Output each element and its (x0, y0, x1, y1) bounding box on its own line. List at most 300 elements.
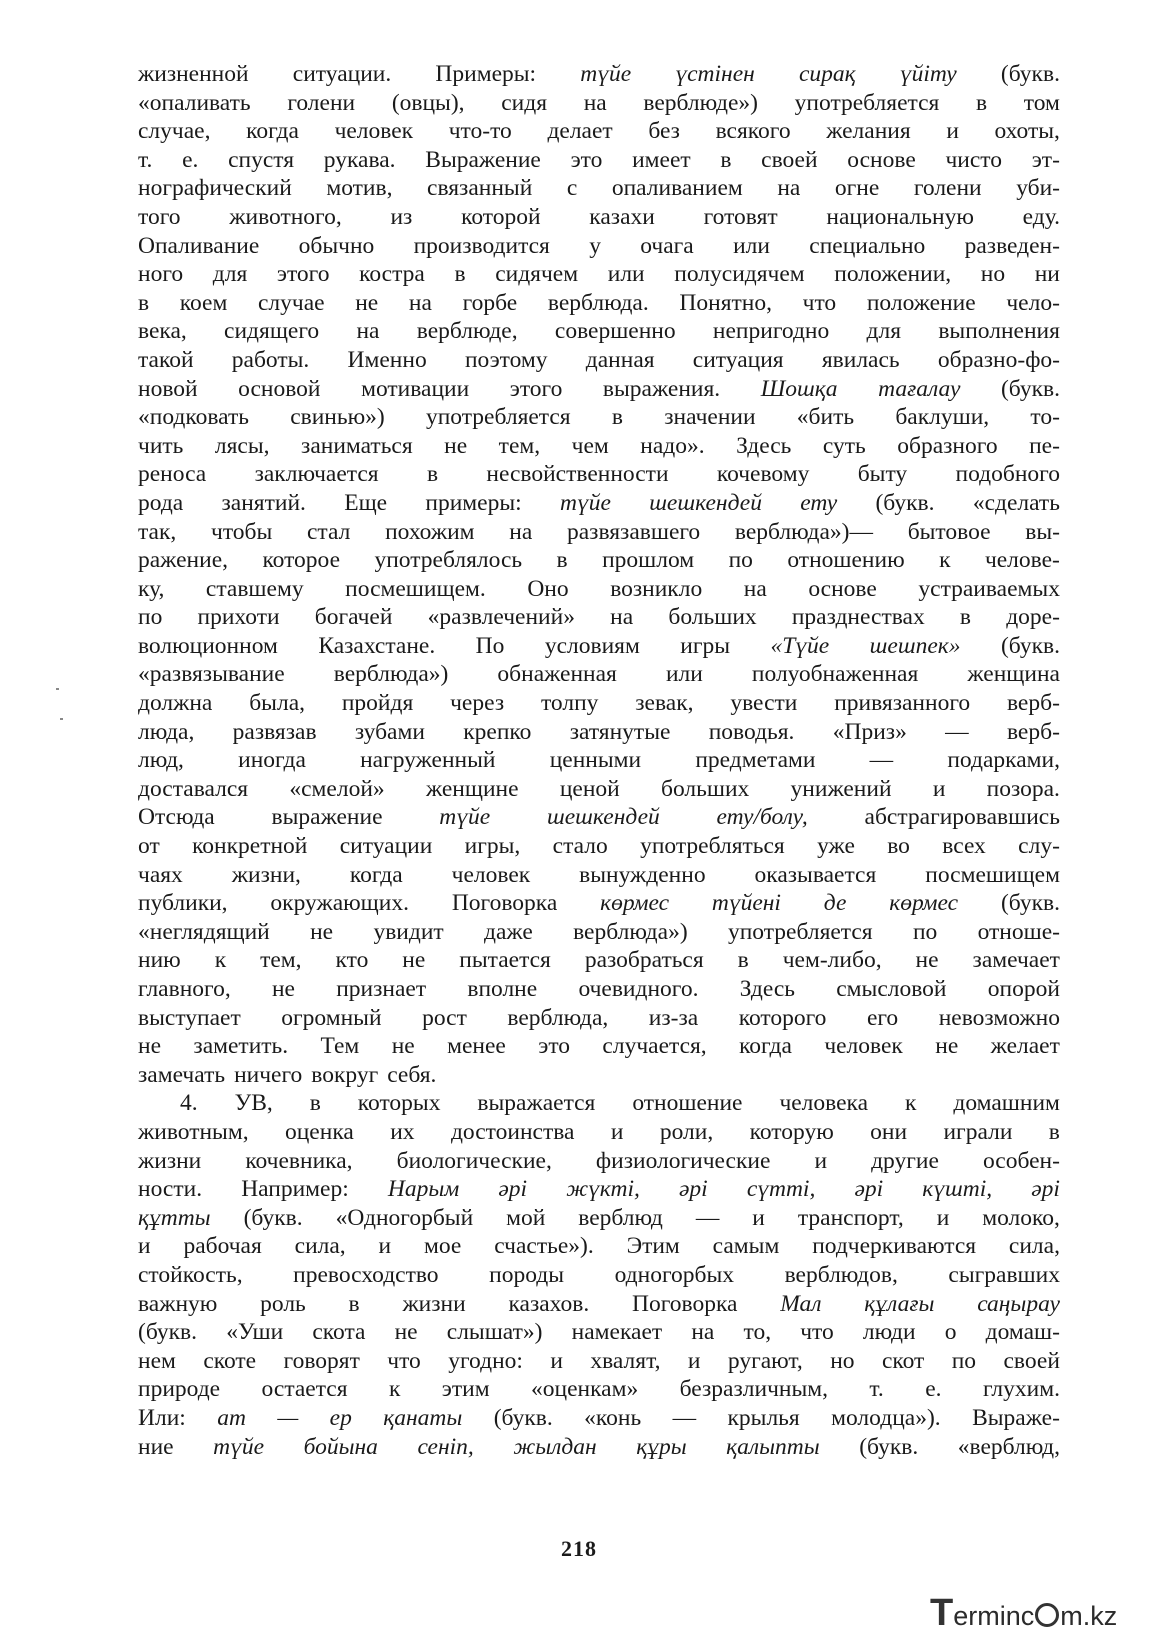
word: верблюд (578, 1204, 663, 1231)
word: лясы, (214, 432, 270, 459)
word: огне (834, 175, 880, 202)
word: 4. (180, 1090, 198, 1117)
word: «бить (796, 404, 855, 431)
italic-word: сеніп, (417, 1433, 474, 1460)
word: тем, (260, 947, 302, 974)
word: ситуация (692, 346, 784, 373)
word: отношение (632, 1090, 743, 1117)
word: нем (138, 1347, 176, 1374)
word: случае (257, 289, 325, 316)
italic-word: бойына (303, 1433, 378, 1460)
word: доставался (138, 775, 249, 802)
italic-word: сүтті, (746, 1176, 816, 1203)
word: для (866, 318, 902, 345)
word: «конь (584, 1404, 642, 1431)
word: всякого (715, 118, 791, 145)
word: е. (925, 1376, 942, 1403)
word: во (887, 833, 910, 860)
word: (букв. (1000, 632, 1060, 659)
word: счастье»). (494, 1233, 594, 1260)
text-line (138, 1232, 1060, 1261)
word: их (390, 1118, 415, 1145)
text-line (138, 975, 1060, 1004)
word: доре- (1006, 604, 1060, 631)
word: безразличным, (679, 1376, 828, 1403)
word: — (945, 718, 969, 745)
word: заниматься (301, 432, 413, 459)
word: была, (249, 690, 305, 717)
word: особен- (982, 1147, 1060, 1174)
word: уже (817, 833, 855, 860)
word: оценка (284, 1118, 354, 1145)
word: Отсюда (138, 804, 215, 831)
word: унижений (790, 775, 892, 802)
word: (букв. (1000, 890, 1060, 917)
word: мотивации (361, 375, 470, 402)
word: не (394, 1319, 418, 1346)
word: скот (881, 1347, 925, 1374)
word: верблюда») (333, 661, 449, 688)
word: роль (260, 1290, 306, 1317)
word: (букв. (875, 489, 935, 516)
word: смысловой (836, 976, 947, 1002)
word: человека (779, 1090, 869, 1117)
word: ного (138, 261, 184, 288)
word: что-то (448, 118, 512, 145)
word: люда, (138, 718, 195, 745)
word: примеры: (425, 489, 522, 516)
word: еду. (1022, 203, 1060, 230)
word: и (946, 118, 959, 145)
word: всех (942, 833, 986, 860)
word: в (348, 1290, 360, 1317)
word: человек (824, 1033, 903, 1060)
word: самым (712, 1233, 780, 1260)
word: Именно (347, 346, 427, 373)
italic-word: түйе (439, 804, 491, 831)
italic-word: түйе (213, 1433, 265, 1460)
word: должна (138, 690, 213, 717)
word: голени (913, 175, 982, 202)
text-line (138, 1318, 1060, 1347)
word: сыгравших (948, 1261, 1060, 1288)
word: очевидного. (578, 976, 699, 1002)
word: Тем (320, 1033, 360, 1060)
word: заметить. (193, 1033, 289, 1060)
text-line (138, 660, 1060, 689)
word: (букв. (138, 1319, 198, 1346)
word: «Приз» (832, 718, 907, 745)
word: «неглядящий (138, 918, 270, 945)
word: Понятно, (679, 289, 772, 316)
word: в (976, 89, 988, 116)
italic-word: әрі (678, 1176, 708, 1203)
word: из-за (648, 1004, 699, 1031)
word: но (980, 261, 1006, 288)
word: или (733, 232, 770, 259)
word: что (387, 1347, 421, 1374)
italic-word: ер (329, 1404, 352, 1431)
word: увести (730, 690, 798, 717)
word: надо». (640, 432, 705, 459)
text-line (138, 746, 1060, 775)
word: не (310, 918, 334, 945)
word: положение (866, 289, 976, 316)
word: ничего (234, 1061, 303, 1088)
text-line (138, 575, 1060, 604)
text-line (138, 1089, 1060, 1118)
text-line (138, 1433, 1060, 1462)
word: ражение, (138, 547, 228, 574)
word: молоко, (982, 1204, 1060, 1231)
word: обнаженная (497, 661, 617, 688)
word: чить (138, 432, 184, 459)
word: условиям (544, 632, 640, 659)
word: себя. (387, 1061, 437, 1088)
word: домаш- (985, 1319, 1060, 1346)
italic-word: түйе (559, 489, 611, 516)
word: образно-фо- (937, 346, 1060, 373)
word: опорой (987, 976, 1060, 1002)
watermark-text-b: m.kz (1060, 1601, 1118, 1631)
word: века, (138, 318, 187, 345)
word: основе (808, 575, 877, 602)
word: жизни, (231, 861, 301, 888)
word: и (936, 1204, 950, 1231)
word: замечает (972, 947, 1060, 974)
word: Поговорка (451, 890, 558, 917)
word: (букв. (859, 1433, 919, 1460)
word: верблюдов, (784, 1261, 898, 1288)
word: подчеркиваются (812, 1233, 977, 1260)
word: новой (138, 375, 198, 402)
text-line (138, 1347, 1060, 1376)
text-line (138, 603, 1060, 632)
word: (букв. (1000, 375, 1060, 402)
word: абстрагировавшись (864, 804, 1060, 831)
word: когда (349, 861, 403, 888)
word: кто (335, 947, 369, 974)
italic-word: сирақ (799, 61, 856, 87)
word: Еще (344, 489, 388, 516)
word: посмешищем. (345, 575, 486, 602)
page-number: 218 (561, 1536, 597, 1561)
word: и (138, 1233, 151, 1260)
word: прошлом (602, 547, 695, 574)
word: спустя (228, 146, 295, 173)
word: отношению (787, 547, 905, 574)
word: зубами (354, 718, 425, 745)
text-line (138, 1004, 1060, 1033)
word: ситуации. (292, 61, 392, 87)
word: замечать (138, 1061, 226, 1088)
word: без (648, 118, 680, 145)
text-line (138, 432, 1060, 461)
word: готовят (703, 203, 778, 230)
italic-word: құры (636, 1433, 687, 1460)
italic-word: түйені (711, 890, 781, 917)
word: богачей (314, 604, 393, 631)
word: глухим. (982, 1376, 1060, 1403)
word: в (556, 547, 568, 574)
word: скота (312, 1319, 366, 1346)
text-line (138, 861, 1060, 890)
word: и (550, 1347, 563, 1374)
text-line (138, 1290, 1060, 1319)
word: люд, (138, 747, 184, 774)
word: возникло (610, 575, 703, 602)
text-line (138, 1175, 1060, 1204)
italic-word: саңырау (977, 1290, 1060, 1317)
word: биологические, (396, 1147, 552, 1174)
word: тем, (498, 432, 541, 459)
word: суть (822, 432, 866, 459)
word: в (426, 461, 439, 488)
text-line (138, 489, 1060, 518)
italic-word: шешкендей (546, 804, 660, 831)
word: случается, (602, 1033, 707, 1060)
word: (букв. (1000, 61, 1060, 87)
word: к (939, 547, 951, 574)
text-line (138, 1061, 1060, 1090)
word: слышат») (446, 1319, 543, 1346)
word: верблюда, (507, 1004, 609, 1031)
word: на (356, 318, 380, 345)
word: на (610, 604, 634, 631)
text-line (138, 317, 1060, 346)
word: но (830, 1347, 855, 1374)
word: когда (246, 118, 299, 145)
word: быту (857, 461, 908, 488)
word: вокруг (311, 1061, 379, 1088)
word: которой (461, 203, 541, 230)
word: верблюда») (573, 918, 688, 945)
word: стало (552, 833, 608, 860)
word: в (138, 289, 150, 316)
word: выступает (138, 1004, 241, 1031)
word: похожим (385, 518, 475, 545)
word: Выраже- (972, 1404, 1060, 1431)
word: костра (359, 261, 425, 288)
word: пе- (1029, 432, 1060, 459)
text-line (138, 1375, 1060, 1404)
word: по (912, 918, 938, 945)
word: одногорбых (614, 1261, 734, 1288)
word: связанный (427, 175, 533, 202)
word: Выражение (425, 146, 541, 173)
word: верб- (1006, 690, 1060, 717)
word: не (271, 976, 295, 1002)
word: такой (138, 346, 194, 373)
word: Например: (241, 1176, 349, 1203)
word: то- (1030, 404, 1060, 431)
word: вы- (1025, 518, 1060, 545)
word: занятий. (221, 489, 306, 516)
word: опаливанием (611, 175, 743, 202)
word: природе (138, 1376, 221, 1403)
word: предметами (695, 747, 816, 774)
word: когда (739, 1033, 792, 1060)
word: «Одногорбый (335, 1204, 474, 1231)
word: Примеры: (435, 61, 537, 87)
word: даже (484, 918, 533, 945)
text-line (138, 832, 1060, 861)
word: Здесь (736, 432, 792, 459)
watermark-t: T (930, 1592, 954, 1634)
text-line (138, 1147, 1060, 1176)
word: окружающих. (270, 890, 409, 917)
word: и (610, 1118, 624, 1145)
word: на (583, 89, 607, 116)
word: что (800, 1319, 834, 1346)
italic-word: үстінен (675, 61, 755, 87)
word: рукава. (323, 146, 396, 173)
word: голени (287, 89, 356, 116)
word: выражения. (602, 375, 721, 402)
text-line (138, 1032, 1060, 1061)
word: молодца»). (831, 1404, 941, 1431)
word: желания (826, 118, 911, 145)
word: чело- (1006, 289, 1060, 316)
text-line (138, 260, 1060, 289)
italic-word: әрі (854, 1176, 884, 1203)
text-line (138, 1204, 1060, 1233)
text-line (138, 803, 1060, 832)
word: и (378, 1233, 392, 1260)
word: у (589, 232, 601, 259)
word: игры (680, 632, 731, 659)
word: угодно: (448, 1347, 523, 1374)
word: ситуации (339, 833, 433, 860)
body-text (138, 60, 1060, 1461)
word: специально (809, 232, 926, 259)
word: Или: (138, 1404, 186, 1431)
word: иногда (238, 747, 306, 774)
word: мое (423, 1233, 462, 1260)
word: кочевника, (245, 1147, 353, 1174)
word: стойкость, (138, 1261, 243, 1288)
italic-word: ету (800, 489, 838, 516)
text-line (138, 1118, 1060, 1147)
word: от (138, 833, 160, 860)
italic-word: Нарым (387, 1176, 460, 1203)
text-line (138, 546, 1060, 575)
word: того (138, 203, 181, 230)
word: к (388, 1376, 401, 1403)
word: «оценкам» (531, 1376, 639, 1403)
word: конкретной (192, 833, 308, 860)
text-line (138, 718, 1060, 747)
text-line (138, 689, 1060, 718)
scan-speck (60, 718, 63, 720)
word: другие (871, 1147, 939, 1174)
italic-word: құтты (138, 1204, 211, 1231)
word: ценными (549, 747, 642, 774)
word: жизни (402, 1290, 466, 1317)
word: по (138, 604, 163, 631)
word: верблюда»)— (734, 518, 873, 545)
word: эт- (1031, 146, 1060, 173)
word: в (454, 261, 466, 288)
word: очага (640, 232, 694, 259)
word: непригодно (712, 318, 830, 345)
word: в (959, 604, 972, 631)
word: имеет (632, 146, 691, 173)
word: что (802, 289, 837, 316)
italic-word: Шошқа (760, 375, 838, 402)
word: основе (847, 146, 916, 173)
word: пытается (459, 947, 551, 974)
text-line (138, 203, 1060, 232)
word: физиологические (595, 1147, 771, 1174)
word: не (138, 1033, 162, 1060)
word: образного (897, 432, 998, 459)
word: крепко (463, 718, 532, 745)
word: развязав (232, 718, 317, 745)
word: несвойственности (486, 461, 669, 488)
word: сила, (1008, 1233, 1060, 1260)
word: игры, (464, 833, 521, 860)
word: этим (441, 1376, 490, 1403)
text-line (138, 146, 1060, 175)
word: устраиваемых (918, 575, 1060, 602)
italic-word: күшті, (922, 1176, 993, 1203)
watermark-text-a: erminc (953, 1601, 1035, 1631)
word: больших (668, 604, 757, 631)
italic-word: ету/болу, (716, 804, 808, 831)
text-line (138, 632, 1060, 661)
word: (букв. (493, 1404, 553, 1431)
word: употреблялось (374, 547, 523, 574)
italic-word: әрі (1031, 1176, 1060, 1203)
word: верблюде, (416, 318, 518, 345)
text-line (138, 289, 1060, 318)
word: Казахстане. (318, 632, 436, 659)
word: ценой (559, 775, 620, 802)
word: на (509, 518, 533, 545)
word: о (944, 1319, 957, 1346)
text-line (138, 89, 1060, 118)
word: человек (451, 861, 531, 888)
word: Опаливание (138, 232, 260, 259)
word: волюционном (138, 632, 278, 659)
word: верб- (1006, 718, 1060, 745)
word: ставшему (205, 575, 304, 602)
word: привязанного (834, 690, 971, 717)
word: которого (738, 1004, 827, 1031)
word: прихоти (197, 604, 280, 631)
word: реноса (138, 461, 207, 488)
word: и (752, 1204, 765, 1231)
word: т. (869, 1376, 884, 1403)
word: или (665, 661, 703, 688)
word: «подковать (138, 404, 249, 431)
word: менее (447, 1033, 506, 1060)
word: выполнения (938, 318, 1060, 345)
word: этого (276, 261, 330, 288)
text-line (138, 889, 1060, 918)
italic-word: түйе (580, 61, 632, 87)
italic-word: көрмес (600, 890, 669, 917)
word: — (695, 1204, 720, 1231)
word: выражение (271, 804, 383, 831)
word: больших (661, 775, 750, 802)
text-line (138, 460, 1060, 489)
word: ругают, (727, 1347, 803, 1374)
word: признает (336, 976, 427, 1002)
text-line (138, 918, 1060, 947)
word: мотив, (326, 175, 393, 202)
